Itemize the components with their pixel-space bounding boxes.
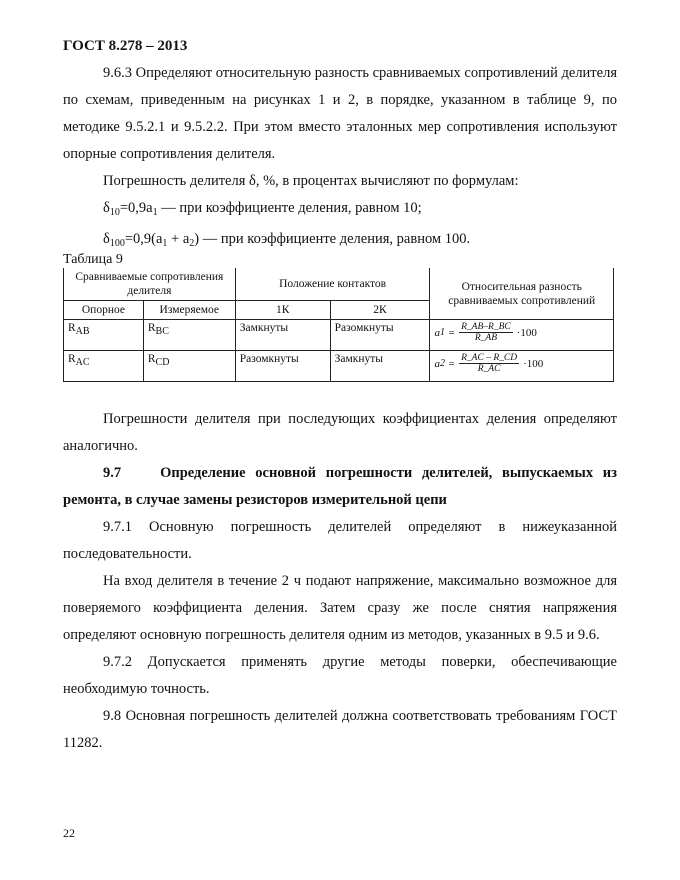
formula2-lhs: δ — [103, 231, 110, 247]
th-k2: 2К — [330, 301, 430, 320]
table-row — [64, 320, 614, 351]
formula2-rhs-close: ) — [194, 231, 200, 247]
table-9 — [63, 268, 614, 382]
meas-base: R — [147, 322, 156, 334]
paragraph-error-intro: Погрешность делителя δ, %, в процентах вычисляют по формулам: — [103, 173, 519, 189]
th-reference: Опорное — [64, 301, 144, 320]
cell-formula — [430, 320, 614, 351]
formula2-rhs: =0,9(a — [124, 231, 163, 247]
page-number: 22 — [63, 826, 75, 840]
meas-sub: CD — [155, 357, 170, 368]
formula-lhs-sub: 2 — [439, 358, 445, 369]
cell-k2: Замкнуты — [330, 351, 430, 382]
th-compared: Сравниваемые сопротивления делителя — [64, 268, 236, 301]
formula-delta-100 — [63, 226, 617, 257]
table-row — [64, 351, 614, 382]
paragraph-after-table: Погрешности делителя при последующих коэффициентах деления определяют аналогично. — [63, 411, 617, 454]
meas-sub: BC — [155, 326, 169, 337]
th-measured: Измеряемое — [143, 301, 235, 320]
fraction-denominator: R_AC — [477, 364, 501, 374]
formula1-tail: — при коэффициенте деления, равном 10; — [157, 200, 422, 216]
formula-multiplier: ·100 — [523, 357, 544, 370]
formula-a2: a 2 = $\frac{R\_AC - R\_CD}{R\_AC}$ ·100 — [434, 353, 544, 374]
table-head-row-1 — [64, 268, 614, 301]
formula-a1: a 1 = $\frac{R\_AB-R\_BC}{R\_AB}$ ·100 — [434, 322, 537, 343]
formula-multiplier: ·100 — [516, 326, 537, 339]
formula2-rhs-sub1: 1 — [162, 238, 168, 249]
paragraph-9-7-2: 9.7.2 Допускается применять другие методы поверки, обеспечивающие необходимую точность. — [63, 654, 617, 697]
meas-base: R — [147, 353, 156, 365]
fraction-numerator: R_AB–R_BC — [461, 322, 511, 332]
ref-base: R — [68, 322, 76, 334]
formula2-rhs-mid: + a — [167, 231, 190, 247]
fraction-numerator: R_AC – R_CD — [461, 353, 518, 363]
formula1-lhs-sub: 10 — [109, 207, 120, 218]
table-caption: Таблица 9 — [63, 252, 123, 267]
section-title-text: Определение основной погрешности делителей, выпускаемых из ремонта, в случае замены резисторов измерительной цепи — [63, 465, 617, 508]
formula1-lhs: δ — [103, 200, 110, 216]
ref-sub: AB — [75, 326, 90, 337]
cell-k1: Замкнуты — [235, 320, 330, 351]
formula-lhs: a — [434, 357, 440, 370]
cell-measured — [143, 351, 235, 382]
fraction — [459, 322, 513, 343]
ref-sub: AC — [75, 357, 90, 368]
section-9-6-3 — [63, 60, 617, 257]
cell-formula — [430, 351, 614, 382]
formula2-rhs-sub2: 2 — [189, 238, 195, 249]
formula-lhs-sub: 1 — [439, 327, 445, 338]
cell-reference — [64, 351, 144, 382]
formula-delta-10 — [63, 195, 617, 226]
th-k1: 1К — [235, 301, 330, 320]
paragraph-9-7-1-b: На вход делителя в течение 2 ч подают напряжение, максимально возможное для поверяемого коэффициента деления. Затем сразу же после снятия напряжения определяют основную погрешность делителя одним из методов, указанных в 9.5 и 9.6. — [63, 573, 617, 643]
paragraph-9-7-1: 9.7.1 Основную погрешность делителей определяют в нижеуказанной последовательности. — [63, 519, 617, 562]
section-9-7-title — [63, 460, 617, 514]
formula1-rhs-sub: 1 — [152, 207, 158, 218]
formula-lhs: a — [434, 326, 440, 339]
body-after-table — [63, 406, 617, 757]
paragraph-9-8: 9.8 Основная погрешность делителей должна соответствовать требованиям ГОСТ 11282. — [63, 708, 617, 751]
fraction-denominator: R_AB — [474, 333, 498, 343]
fraction — [459, 353, 519, 374]
cell-measured — [143, 320, 235, 351]
formula2-lhs-sub: 100 — [109, 238, 125, 249]
cell-k2: Разомкнуты — [330, 320, 430, 351]
formula2-tail: — при коэффициенте деления, равном 100. — [199, 231, 471, 247]
formula1-rhs: =0,9a — [119, 200, 153, 216]
cell-k1: Разомкнуты — [235, 351, 330, 382]
cell-reference — [64, 320, 144, 351]
paragraph-9-6-3: 9.6.3 Определяют относительную разность сравниваемых сопротивлений делителя по схемам, приведенным на рисунках 1 и 2, в порядке, указанном в таблице 9, по методике 9.5.2.1 и 9.5.2.2. При этом вместо эталонных мер сопротивления используют опорные сопротивления делителя. — [63, 65, 617, 162]
document-header: ГОСТ 8.278 – 2013 — [63, 38, 188, 54]
th-contacts: Положение контактов — [235, 268, 430, 301]
section-number: 9.7 — [103, 465, 122, 481]
th-difference: Относительная разность сравниваемых сопротивлений — [430, 268, 614, 320]
ref-base: R — [68, 353, 76, 365]
